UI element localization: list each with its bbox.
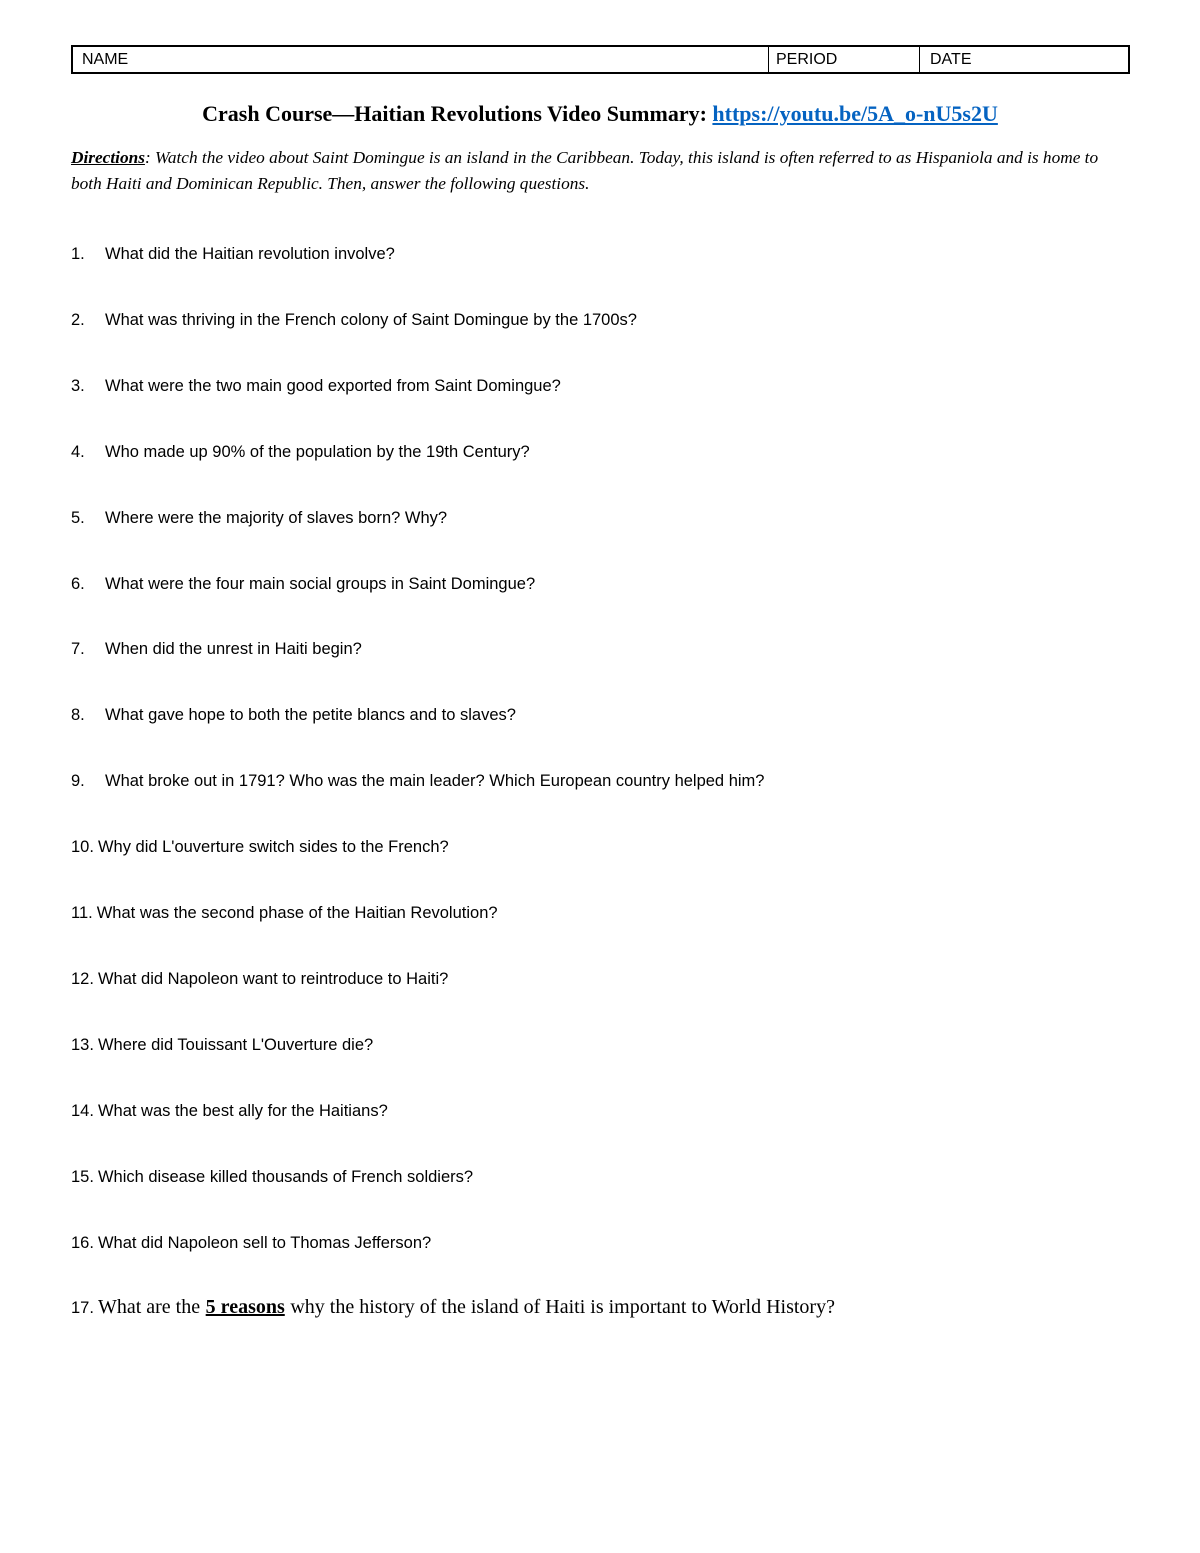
question-number: 1.	[71, 245, 85, 263]
question-17-emphasis: 5 reasons	[205, 1296, 285, 1318]
name-field[interactable]	[73, 47, 769, 72]
question-number: 7.	[71, 640, 85, 658]
question-item	[71, 771, 764, 791]
question-text: Why did L'ouverture switch sides to the French?	[97, 838, 449, 856]
question-17-text-after: why the history of the island of Haiti is important to World History?	[290, 1296, 835, 1318]
question-17-text-before: What are the	[97, 1296, 201, 1318]
question-number: 14.	[71, 1102, 94, 1120]
student-info-table	[71, 45, 1130, 74]
question-number: 10.	[71, 838, 94, 856]
question-text: What were the two main good exported from Saint Domingue?	[105, 377, 561, 395]
question-number: 3.	[71, 377, 85, 395]
title-text: Crash Course—Haitian Revolutions Video Summary:	[202, 101, 707, 126]
question-text: What was the best ally for the Haitians?	[97, 1102, 388, 1120]
question-number: 13.	[71, 1036, 94, 1054]
question-number: 4.	[71, 443, 85, 461]
directions-text: Watch the video about Saint Domingue is an island in the Caribbean. Today, this island is often referred to as Hispaniola and is home to both Haiti and Dominican Republic. Then, answer the following questions.	[71, 148, 1099, 193]
question-17	[71, 1294, 835, 1321]
question-item	[71, 1167, 473, 1187]
period-label: PERIOD	[776, 51, 838, 68]
question-item	[71, 1101, 388, 1121]
video-link[interactable]: https://youtu.be/5A_o-nU5s2U	[712, 101, 998, 126]
question-text: What broke out in 1791? Who was the main leader? Which European country helped him?	[105, 772, 765, 790]
question-item	[71, 837, 449, 857]
question-text: What gave hope to both the petite blancs and to slaves?	[105, 706, 516, 724]
question-text: Where did Touissant L'Ouverture die?	[97, 1036, 374, 1054]
date-field[interactable]	[920, 47, 1128, 72]
question-item	[71, 705, 516, 725]
question-number: 12.	[71, 970, 94, 988]
directions-colon: :	[144, 148, 151, 167]
question-item	[71, 574, 535, 594]
question-number: 5.	[71, 509, 85, 527]
question-text: What was the second phase of the Haitian Revolution?	[96, 904, 498, 922]
question-text: What was thriving in the French colony of Saint Domingue by the 1700s?	[105, 311, 637, 329]
question-number: 9.	[71, 772, 85, 790]
question-text: Who made up 90% of the population by the 19th Century?	[105, 443, 530, 461]
question-text: Where were the majority of slaves born? Why?	[105, 509, 448, 527]
question-item	[71, 639, 362, 659]
question-item	[71, 376, 561, 396]
question-text: When did the unrest in Haiti begin?	[105, 640, 362, 658]
question-number: 6.	[71, 575, 85, 593]
name-label: NAME	[82, 51, 129, 68]
directions-label: Directions	[71, 148, 145, 167]
question-item	[71, 1233, 431, 1253]
question-number: 11.	[71, 904, 93, 922]
question-text: What did Napoleon sell to Thomas Jefferson?	[97, 1234, 432, 1252]
question-text: Which disease killed thousands of French soldiers?	[97, 1168, 474, 1186]
question-item	[71, 442, 530, 462]
question-number: 8.	[71, 706, 85, 724]
question-number: 15.	[71, 1168, 94, 1186]
period-field[interactable]	[769, 47, 920, 72]
date-label: DATE	[930, 51, 972, 68]
question-item	[71, 969, 448, 989]
question-item	[71, 310, 637, 330]
question-item	[71, 1035, 373, 1055]
question-item	[71, 903, 498, 923]
question-number: 2.	[71, 311, 85, 329]
question-text: What did the Haitian revolution involve?	[105, 245, 395, 263]
question-item	[71, 508, 447, 528]
question-text: What were the four main social groups in Saint Domingue?	[105, 575, 536, 593]
question-text: What did Napoleon want to reintroduce to Haiti?	[97, 970, 449, 988]
question-number: 16.	[71, 1234, 94, 1252]
question-number: 17.	[71, 1299, 94, 1317]
question-item	[71, 244, 395, 264]
directions-paragraph	[71, 145, 1121, 197]
page-title	[0, 101, 1200, 127]
